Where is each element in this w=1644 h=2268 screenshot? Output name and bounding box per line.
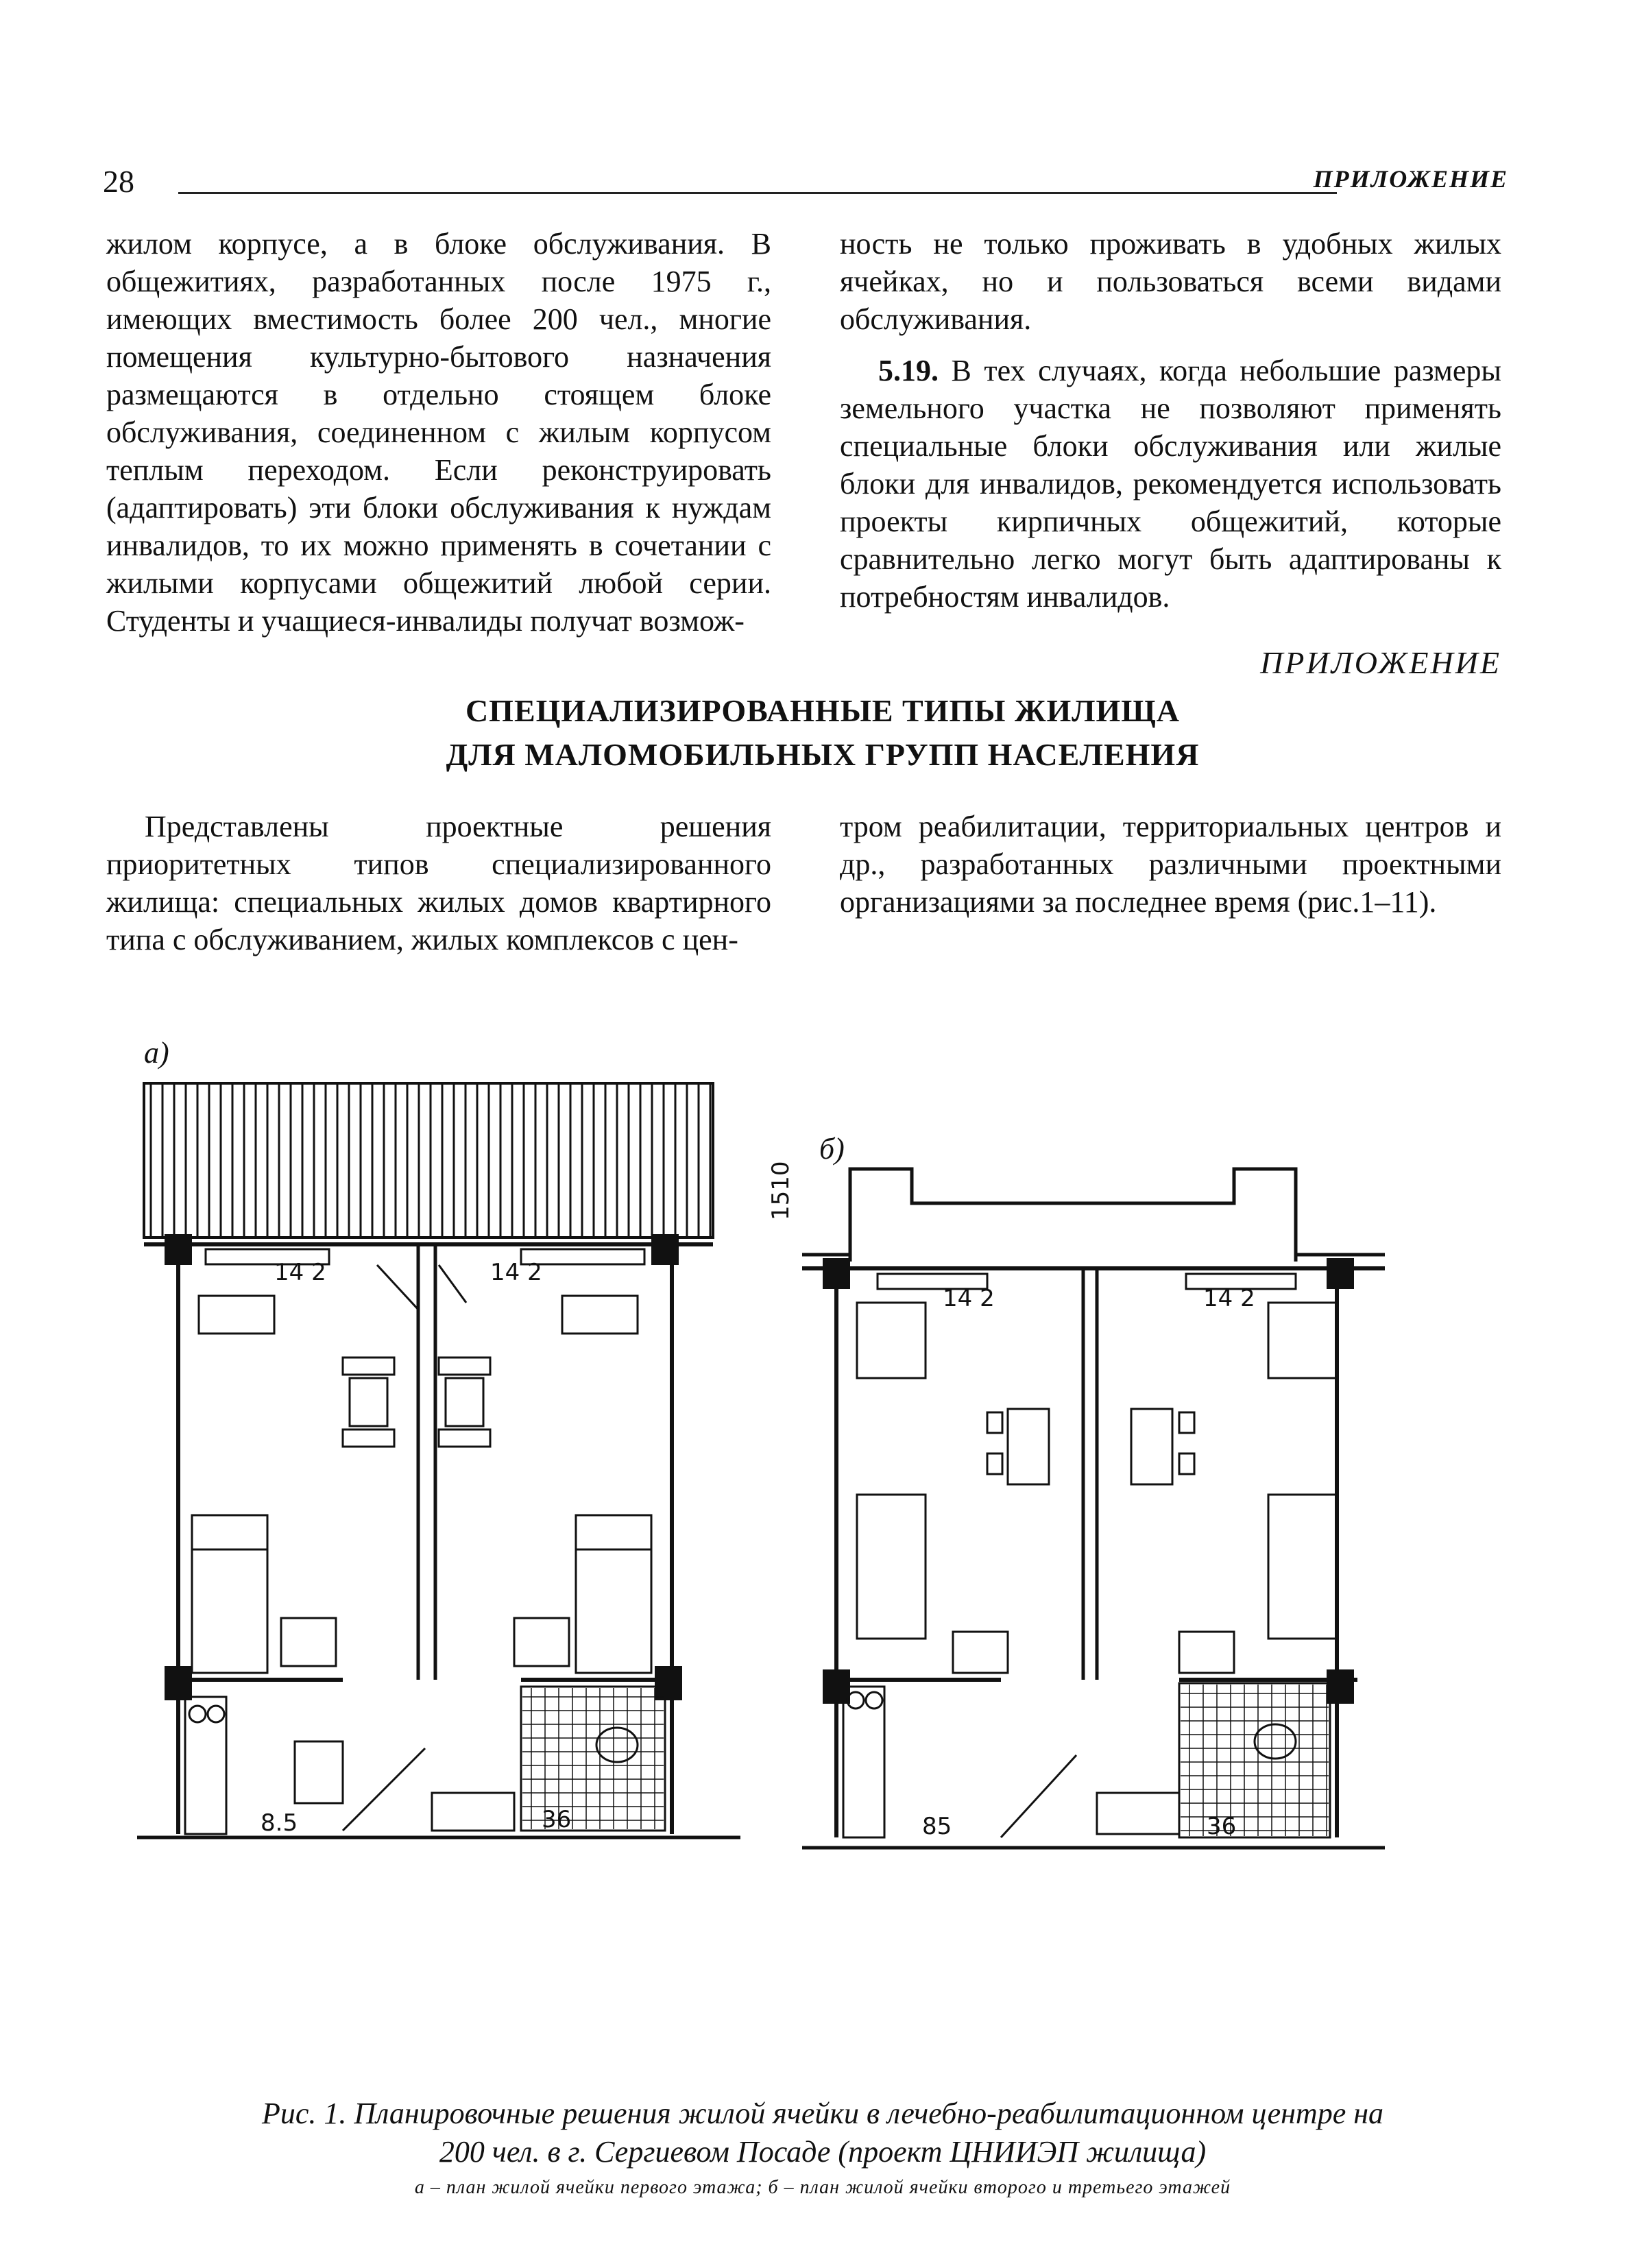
floor-plan-b: [767, 1152, 1412, 1865]
text-column-left: [106, 225, 771, 653]
bath-area-b: 36: [1207, 1813, 1237, 1840]
caption-line-2: 200 чел. в г. Сергиевом Посаде (проект ЦНИИЭП жилища): [439, 2135, 1207, 2169]
page-number: 28: [103, 164, 134, 199]
section-title: [206, 689, 1440, 777]
room-area-left-a: 14 2: [274, 1259, 326, 1286]
paragraph: жилом корпусе, а в блоке обслуживания. В общежитиях, разработанных после 1975 г., имеющих вместимость более 200 чел., многие помещения культурно-бытового назначения размещаются в отдельно стоящем блоке обслуживания, соединенном с жилым корпусом теплым переходом. Если реконструировать (адаптировать) эти блоки обслуживания к нуждам инвалидов, то их можно применять в сочетании с жилыми корпусами общежитий любой серии. Студенты и учащиеся-инвалиды получат возмож-: [106, 227, 771, 638]
figure-label-a: а): [144, 1036, 169, 1070]
section-number: 5.19.: [878, 354, 939, 387]
intro-column-left: [106, 808, 771, 972]
appendix-label: ПРИЛОЖЕНИЕ: [1260, 645, 1501, 680]
paragraph: Представлены проектные решения приоритетных типов специализированного жилища: специальных жилых домов квартирного типа с обслуживанием, жилых комплексов с цен-: [106, 810, 771, 956]
text-column-right: [840, 225, 1501, 629]
caption-line-1: Рис. 1. Планировочные решения жилой ячейки в лечебно-реабилитационном центре на: [261, 2097, 1384, 2130]
room-area-left-b: 14 2: [943, 1285, 995, 1312]
running-title: ПРИЛОЖЕНИЕ: [1313, 165, 1508, 193]
paragraph-text: В тех случаях, когда небольшие размеры земельного участка не позволяют применять специальные блоки обслуживания или жилые блоки для инвалидов, рекомендуется использовать проекты кирпичных общежитий, которые сравнительно легко могут быть адаптированы к потребностям инвалидов.: [840, 354, 1501, 614]
room-area-right-a: 14 2: [490, 1259, 542, 1286]
paragraph: ность не только проживать в удобных жилых ячейках, но и пользоваться всеми видами обслуживания.: [840, 227, 1501, 336]
kitchen-area-a: 8.5: [261, 1809, 298, 1837]
floor-plan-a: [137, 1070, 754, 1858]
title-line-1: СПЕЦИАЛИЗИРОВАННЫЕ ТИПЫ ЖИЛИЩА: [465, 693, 1181, 728]
title-line-2: ДЛЯ МАЛОМОБИЛЬНЫХ ГРУПП НАСЕЛЕНИЯ: [446, 737, 1200, 772]
paragraph-5-19: [840, 352, 1501, 616]
figure-label-b: б): [819, 1132, 845, 1166]
figure-caption: [123, 2095, 1522, 2171]
room-area-right-b: 14 2: [1203, 1285, 1255, 1312]
dimension-label: 1510: [767, 1161, 795, 1220]
header-rule: [178, 192, 1337, 194]
paragraph: тром реабилитации, территориальных центров и др., разработанных различными проектными организациями за последнее время (рис.1–11).: [840, 810, 1501, 919]
kitchen-area-b: 85: [922, 1813, 952, 1840]
bath-area-a: 36: [542, 1806, 572, 1833]
running-header: [103, 163, 1508, 204]
intro-column-right: [840, 808, 1501, 934]
figure-subcaption: а – план жилой ячейки первого этажа; б – план жилой ячейки второго и третьего этажей: [414, 2177, 1231, 2198]
